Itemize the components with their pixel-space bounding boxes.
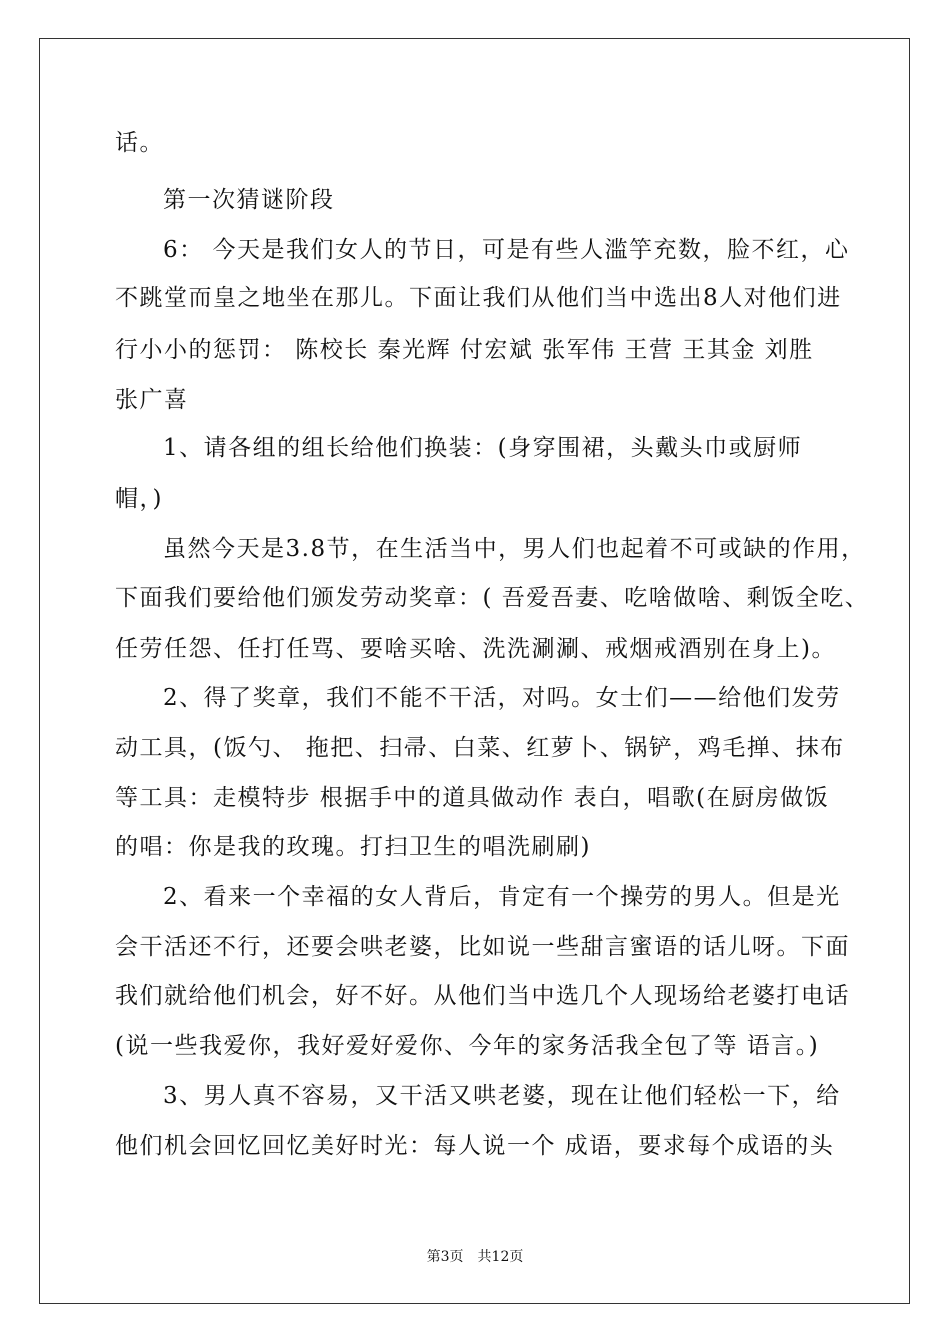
page-border: [39, 38, 910, 1304]
text-line-10: 下面我们要给他们颁发劳动奖章：( 吾爱吾妻、吃啥做啥、剩饭全吃、: [115, 585, 870, 611]
text-line-5: 行小小的惩罚： 陈校长 秦光辉 付宏斌 张军伟 王营 王其金 刘胜: [115, 337, 814, 363]
text-line-6: 张广喜: [115, 387, 189, 413]
text-line-9: 虽然今天是3.8节，在生活当中，男人们也起着不可或缺的作用，: [163, 536, 866, 562]
text-line-11: 任劳任怨、任打任骂、要啥买啥、洗洗涮涮、戒烟戒酒别在身上)。: [115, 636, 836, 662]
text-line-13: 动工具，(饭勺、 拖把、扫帚、白菜、红萝卜、锅铲，鸡毛掸、抹布: [115, 735, 845, 761]
text-line-16: 2、看来一个幸福的女人背后，肯定有一个操劳的男人。但是光: [163, 884, 841, 910]
page-number-total: 共12页: [477, 1249, 524, 1265]
text-line-19: (说一些我爱你，我好爱好爱你、今年的家务活我全包了等 语言。): [115, 1033, 820, 1059]
text-line-20: 3、男人真不容易，又干活又哄老婆，现在让他们轻松一下，给: [163, 1083, 841, 1109]
text-line-12: 2、得了奖章，我们不能不干活，对吗。女士们——给他们发劳: [163, 685, 841, 711]
text-line-8: 帽，): [115, 486, 163, 512]
text-line-15: 的唱：你是我的玫瑰。打扫卫生的唱洗刷刷): [115, 834, 591, 860]
text-line-14: 等工具：走模特步 根据手中的道具做动作 表白，唱歌(在厨房做饭: [115, 785, 830, 811]
text-line-18: 我们就给他们机会，好不好。从他们当中选几个人现场给老婆打电话: [115, 983, 850, 1009]
text-line-7: 1、请各组的组长给他们换装：(身穿围裙，头戴头巾或厨师: [163, 435, 803, 461]
text-line-21: 他们机会回忆回忆美好时光：每人说一个 成语，要求每个成语的头: [115, 1133, 835, 1159]
text-line-17: 会干活还不行，还要会哄老婆，比如说一些甜言蜜语的话儿呀。下面: [115, 934, 850, 960]
text-line-3: 6： 今天是我们女人的节日，可是有些人滥竽充数，脸不红，心: [163, 237, 850, 263]
text-line-1: 话。: [115, 130, 164, 156]
section-heading: 第一次猜谜阶段: [163, 187, 335, 213]
page-footer: [0, 1248, 950, 1266]
text-line-4: 不跳堂而皇之地坐在那儿。下面让我们从他们当中选出8人对他们进: [115, 285, 842, 311]
page-number-current: 第3页: [426, 1249, 464, 1265]
